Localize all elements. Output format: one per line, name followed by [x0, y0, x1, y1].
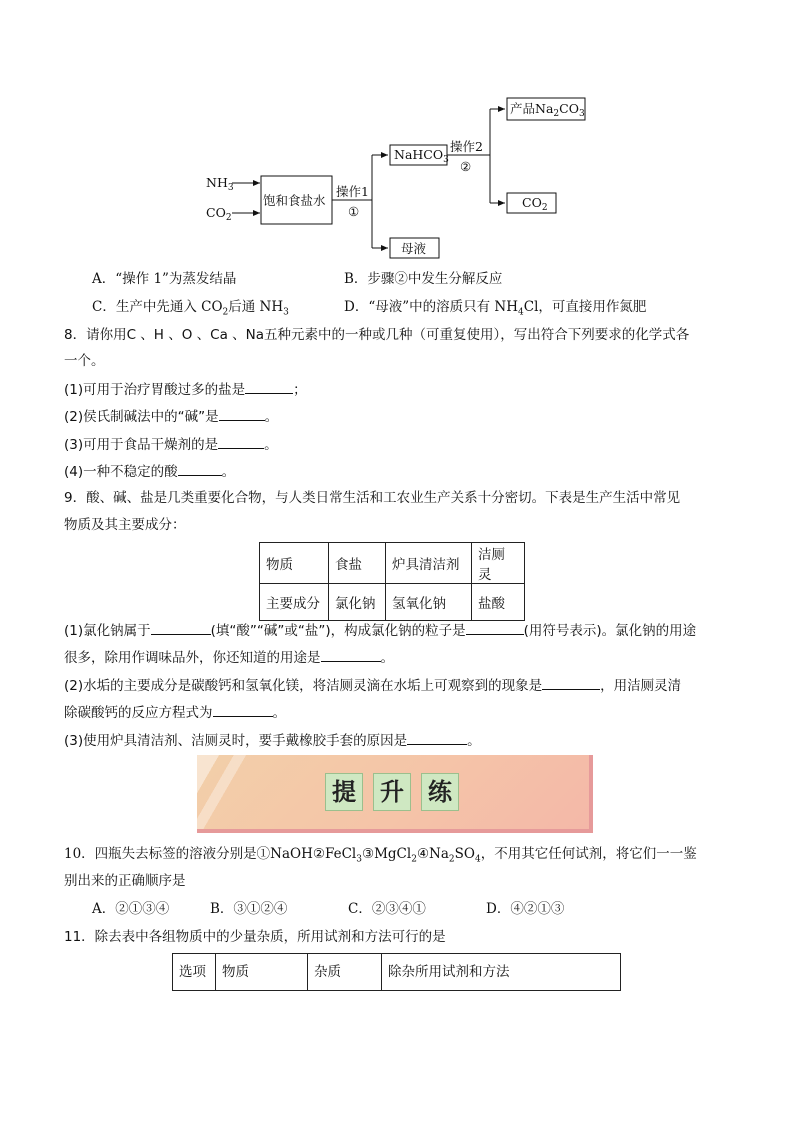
answer-blank[interactable]	[178, 462, 222, 476]
q8-part1: (1)可用于治疗胃酸过多的盐是 ；	[64, 382, 307, 398]
q10-option-a: A．②①③④	[92, 901, 170, 917]
table-row: 选项 物质 杂质 除杂所用试剂和方法	[173, 954, 621, 991]
q10-stem-line1: 10．四瓶失去标签的溶液分别是$①NaOH②FeCl_3③MgCl_2④Na_2SO_4$，不用其它任何试剂，将它们一一鉴	[64, 846, 697, 865]
q8-part4: (4)一种不稳定的酸 。	[64, 464, 236, 480]
q9-part3: (3)使用炉具清洁剂、洁厕灵时，要手戴橡胶手套的原因是 。	[64, 733, 481, 749]
q9-stem-line1: 9．酸、碱、盐是几类重要化合物，与人类日常生活和工农业生产关系十分密切。下表是生产生活中常见	[64, 490, 681, 506]
q8-part2: (2)侯氏制碱法中的“碱”是 。	[64, 409, 279, 425]
nahco3-label: NaHCO$_3$	[394, 147, 449, 165]
answer-blank[interactable]	[219, 407, 265, 421]
q8-stem-line2: 一个。	[64, 353, 105, 369]
q8-part3: (3)可用于食品干燥剂的是 。	[64, 437, 278, 453]
q9-table	[259, 542, 525, 621]
q9-part1-line2: 很多，除用作调味品外，你还知道的用途是 。	[64, 650, 394, 666]
mother-liquor-label: 母液	[401, 241, 427, 256]
q9-part2-line1: (2)水垢的主要成分是碳酸钙和氢氧化镁，将洁厕灵滴在水垢上可观察到的现象是 ，用洁厕灵清	[64, 678, 682, 694]
co2-box-label: $CO_2$	[522, 195, 548, 213]
q10-option-b: B．③①②④	[210, 901, 288, 917]
q10-option-c: C．②③④①	[348, 901, 426, 917]
answer-blank[interactable]	[213, 703, 273, 717]
table-row: 主要成分 氯化钠 氢氧化钠 盐酸	[260, 584, 525, 621]
banner-char: 升	[373, 773, 411, 811]
q7-option-d: D．“母液”中的溶质只有 $NH_4Cl$，可直接用作氮肥	[344, 299, 647, 318]
q11-stem: 11．除去表中各组物质中的少量杂质，所用试剂和方法可行的是	[64, 929, 446, 945]
q10-stem-line2: 别出来的正确顺序是	[64, 873, 186, 889]
section-banner	[197, 755, 593, 833]
q8-stem-line1: 8．请你用C 、H 、O 、Ca 、Na五种元素中的一种或几种（可重复使用），写出符合下列要求的化学式各	[64, 327, 690, 343]
op1-number: ①	[348, 204, 360, 219]
q7-option-c: C．生产中先通入 $CO_2$后通 $NH_3$	[92, 299, 289, 318]
answer-blank[interactable]	[321, 648, 381, 662]
banner-char: 提	[325, 773, 363, 811]
op2-number: ②	[460, 159, 472, 174]
answer-blank[interactable]	[218, 435, 264, 449]
q9-stem-line2: 物质及其主要成分：	[64, 517, 186, 533]
banner-char: 练	[421, 773, 459, 811]
q7-option-b: B．步骤②中发生分解反应	[344, 271, 503, 287]
product-label: 产品$Na_2CO_3$	[510, 101, 585, 119]
q7-option-a: A．“操作 1”为蒸发结晶	[92, 271, 237, 287]
answer-blank[interactable]	[466, 621, 524, 635]
table-row: 物质 食盐 炉具清洁剂 洁厕灵	[260, 543, 525, 584]
op2-label: 操作2	[450, 139, 483, 154]
answer-blank[interactable]	[245, 380, 293, 394]
q11-table	[172, 953, 621, 991]
q9-part1-line1: (1)氯化钠属于 (填“酸”“碱”或“盐”)，构成氯化钠的粒子是 (用符号表示)。氯化钠的用途	[64, 623, 697, 639]
answer-blank[interactable]	[542, 676, 600, 690]
op1-label: 操作1	[336, 184, 369, 199]
co2-input-label: $CO_2$	[206, 205, 232, 223]
q9-part2-line2: 除碳酸钙的反应方程式为 。	[64, 705, 286, 721]
answer-blank[interactable]	[407, 731, 467, 745]
brine-label: 饱和食盐水	[263, 193, 326, 208]
flow-diagram	[190, 90, 610, 270]
nh3-input-label: $NH_3$	[206, 175, 234, 193]
answer-blank[interactable]	[151, 621, 211, 635]
q10-option-d: D．④②①③	[486, 901, 565, 917]
